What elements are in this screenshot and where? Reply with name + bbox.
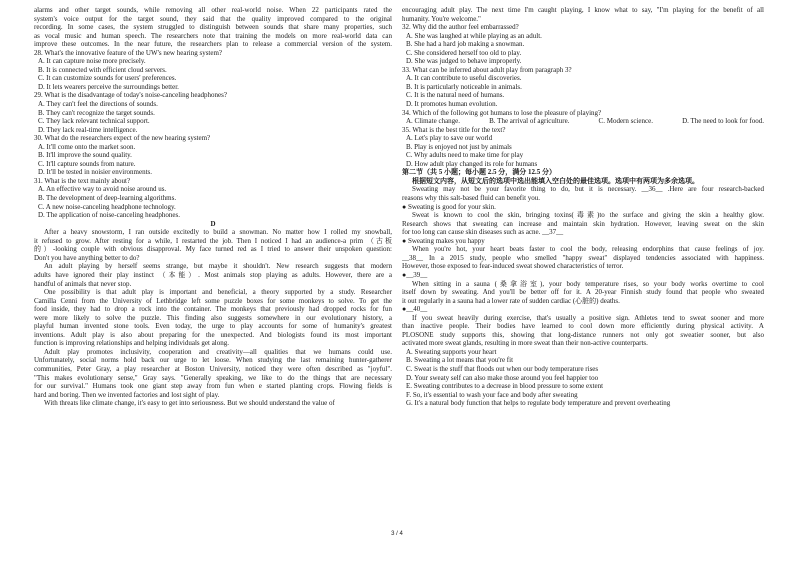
questions-d [402, 23, 764, 108]
text-line: playful human invented stone tools. Even today, the urge to play accounts for some of humanity's greatest [34, 322, 392, 331]
question-option: A. It'll come onto the market soon. [38, 142, 136, 151]
text-line: than inactive people. Their bodies have learned to cool down more efficiently during physical activity. A [402, 322, 764, 331]
passage-c-tail [34, 6, 392, 49]
question-option: A. An effective way to avoid noise around us. [38, 185, 167, 194]
text-line: With threats like climate change, it's easy to get into seriousness. But we should understand the value of [44, 399, 335, 408]
question-stem: 28. What's the innovative feature of the UW's new hearing system? [34, 48, 223, 57]
question-35 [402, 126, 764, 169]
page-number: 3 / 4 [391, 531, 403, 537]
option-b: B. Play is enjoyed not just by animals [406, 142, 512, 151]
question-stem: 35. What is the best title for the text? [402, 125, 506, 134]
question-option: D. The application of noise-canceling headphones. [38, 211, 180, 220]
question-block [34, 134, 392, 177]
option-a: A. Climate change. [406, 117, 461, 126]
text-line: activated more sweat glands, resulting in more sweat than their non-active counterparts. [402, 339, 648, 348]
text-line: PLOSONE study supports this, showing that long-distance runners not only got sweatier sooner, but also [402, 330, 764, 339]
text-line: function is improving relationships and helping individuals get along. [34, 339, 230, 348]
text-line: improve these outcomes. In the near future, the researchers plan to release a commercial version of the system. [34, 40, 392, 49]
question-stem: 33. What can be inferred about adult play from paragraph 3? [402, 65, 572, 74]
question-block [34, 91, 392, 134]
question-stem: 32. Why did the author feel embarrassed? [402, 23, 519, 32]
answer-option: D. Your sweaty self can also make those around you feel happier too [406, 373, 599, 382]
text-line: One possibility is that adult play is important and beneficial, a theory supported by a study. Researcher [44, 288, 392, 297]
question-option: B. It is particularly noticeable in animals. [406, 82, 522, 91]
text-line: humanity. You're welcome." [402, 14, 481, 23]
passage-sweat [402, 185, 764, 347]
text-line: were more likely to solve the puzzle. This finding also suggests somewhere in our evolutionary history, a [34, 313, 392, 322]
text-line: recording. In some cases, the system struggled to distinguish between sounds that share many properties, such [34, 23, 392, 32]
passage-d-tail [402, 6, 764, 23]
text-line: ●__40__ [402, 305, 428, 314]
section-2-header: 第二节（共 5 小题；每小题 2.5 分，满分 12.5 分） [402, 168, 556, 177]
question-option: B. The development of deep-learning algorithms. [38, 194, 177, 203]
question-block [34, 177, 392, 220]
option-c: C. Why adults need to make time for play [406, 151, 524, 160]
text-line: Camilla Cenni from the University of Lethbridge left some puzzle boxes for some monkeys to solve. To get the [34, 296, 392, 305]
text-line: Research shows that sweating can increase and maintain skin hydration. However, leaving sweat on the skin [402, 219, 764, 228]
answer-option: G. It's a natural body function that helps to regulate body temperature and prevent overheating [406, 399, 671, 408]
answer-option: B. Sweating a lot means that you're fit [406, 356, 514, 365]
text-line: Unfortunately, social norms hold back our urge to let loose. When studying the last remaining hunter-gatherer [34, 356, 392, 365]
text-line: ●__39__ [402, 270, 428, 279]
question-option: D. They lack real-time intelligence. [38, 125, 138, 134]
text-line: Sweating may not be your favorite thing to do, but it is necessary. __36__ .Here are four research-backed [412, 185, 764, 194]
text-line: An adult playing by herself seems strange, but maybe it shouldn't. New research suggests that modern [44, 262, 392, 271]
question-stem: 34. Which of the following got humans to lose the pleasure of playing? [402, 108, 602, 117]
text-line: If you sweat heavily during exercise, that's usually a positive sign. Athletes tend to sweat sooner and more [412, 313, 764, 322]
text-line: itself down by sweating. And you'll be better off for it. A 20-year Finnish study found that people who sweated [402, 288, 764, 297]
question-option: B. They can't recognize the target sounds. [38, 108, 155, 117]
left-column [34, 6, 392, 408]
question-stem: 30. What do the researchers expect of the new hearing system? [34, 134, 211, 143]
text-line: inventions. Adult play is also about preparing for the unexpected. And biologists found its most important [34, 330, 392, 339]
question-block [402, 66, 764, 109]
section-2-instruction: 根据短文内容，从短文后的选项中选出能填入空白处的最佳选项。选项中有两项为多余选项。 [412, 176, 699, 185]
text-line: handful of animals that never stop. [34, 279, 132, 288]
question-option: C. It'll capture sounds from nature. [38, 159, 136, 168]
text-line: 的）-looking couple with obvious disapproval. My face turned red as I tried to answer their unspoken question: [34, 245, 392, 254]
question-option: A. It can capture noise more precisely. [38, 57, 146, 66]
question-stem: 29. What is the disadvantage of today's noise-canceling headphones? [34, 91, 227, 100]
question-option: D. It promotes human evolution. [406, 100, 498, 109]
option-c: C. Modern science. [598, 117, 653, 126]
text-line: for our survival." Humans took one giant step away from fun when e started planting crops. Flowing fields is [34, 382, 392, 391]
text-line: __38__ In a 2015 study, people who smelled "happy sweat" displayed tendencies associated with happiness. [402, 253, 764, 262]
question-option: D. She was judged to behave improperly. [406, 57, 522, 66]
question-option: D. It'll be tested in noisier environments. [38, 168, 153, 177]
text-line: adults have ignored their play instinct （本能）. Most animals stop playing as adults. However, there are a [34, 270, 392, 279]
question-option: B. It is connected with efficient cloud servers. [38, 65, 167, 74]
question-option: C. It is the natural need of humans. [406, 91, 505, 100]
question-option: B. She had a hard job making a snowman. [406, 40, 525, 49]
question-option: C. A new noise-canceling headphone technology. [38, 202, 176, 211]
text-line: hard and boring. Then we invented factories and lost sight of play. [34, 390, 220, 399]
text-line: Adult play promotes inclusivity, cooperation and creativity—all qualities that we humans could use. [44, 347, 392, 356]
answer-option: C. Sweat is the stuff that floods out when our body temperature rises [406, 364, 599, 373]
text-line: system's voice output for the target sound, they said that the quality improved compared to the original [34, 14, 392, 23]
question-option: C. She considered herself too old to play. [406, 48, 522, 57]
answer-option: E. Sweating contributes to a decrease in blood pressure to some extent [406, 382, 604, 391]
section-d-label: D [210, 219, 216, 228]
text-line: food inside, they had to drop a rock into the container. The monkeys that previously had dropped rocks for fun [34, 305, 392, 314]
question-option: D. It lets wearers perceive the surroundings better. [38, 82, 179, 91]
question-option: C. They lack relevant technical support. [38, 117, 150, 126]
option-a: A. Let's play to save our world [406, 134, 493, 143]
answer-option: A. Sweating supports your heart [406, 347, 497, 356]
text-line: Sweat is known to cool the skin, bringing toxins(毒素)to the surface and giving the skin a healthy glow. [412, 211, 764, 220]
text-line: encouraging adult play. The next time I'm caught playing, I know what to say, "I'm playing for the benefit of all [402, 6, 764, 14]
question-34 [402, 109, 764, 126]
text-line: ● Sweating makes you happy [402, 236, 485, 245]
text-line: it refused to grow. After resting for a while, I restarted the job. Then I noticed I had an audience-a prim （古板 [34, 236, 392, 245]
text-line: When sitting in a sauna (桑拿浴室), your body temperature rises, so your body works overtime to cool [412, 279, 764, 288]
text-line: communities, Peter Gray, a play researcher at Boston University, noticed they were often described as "joyful". [34, 364, 392, 373]
text-line: However, those exposed to fear-induced sweat showed characteristics of terror. [402, 262, 624, 271]
answer-option: F. So, it's essential to wash your face and body after sweating [406, 390, 578, 399]
text-line: ● Sweating is good for your skin. [402, 202, 496, 211]
text-line: After a heavy snowstorm, I ran outside excitedly to build a snowman. No matter how I rolled my snowball, [44, 228, 392, 237]
text-line: reasons why this salt-based fluid can benefit you. [402, 194, 541, 203]
text-line: Don't you have anything better to do? [34, 253, 140, 262]
right-column [402, 6, 764, 408]
question-block [34, 49, 392, 92]
text-line: it out regularly in a sauna had a lower rate of sudden cardiac (心脏的) deaths. [402, 296, 620, 305]
text-line: alarms and other target sounds, while removing all other real-world noise. When 22 participants rated the [34, 6, 392, 14]
question-stem: 31. What is the text mainly about? [34, 176, 131, 185]
text-line: as vocal music and human speech. The researchers note that training the models on more real-world data can [34, 31, 392, 40]
text-line: When you're hot, your heart beats faster to cool the body, releasing endorphins that cause feelings of joy. [412, 245, 764, 254]
question-option: C. It can customize sounds for users' preferences. [38, 74, 177, 83]
question-option: B. It'll improve the sound quality. [38, 151, 132, 160]
question-option: A. She was laughed at while playing as an adult. [406, 31, 542, 40]
text-line: "This makes evolutionary sense," Gray says. "Generally speaking, we like to do the things that are necessary [34, 373, 392, 382]
question-option: A. It can contribute to useful discoveries. [406, 74, 522, 83]
option-d: D. How adult play changed its role for humans [406, 159, 538, 168]
question-option: A. They can't feel the directions of sounds. [38, 100, 158, 109]
question-options [402, 117, 764, 126]
option-d: D. The need to look for food. [682, 117, 764, 126]
passage-d [34, 228, 392, 407]
questions-c [34, 49, 392, 220]
answer-options [402, 348, 764, 408]
question-block [402, 23, 764, 66]
text-line: for too long can cause skin diseases such as acne. __37__ [402, 228, 564, 237]
option-b: B. The arrival of agriculture. [489, 117, 570, 126]
